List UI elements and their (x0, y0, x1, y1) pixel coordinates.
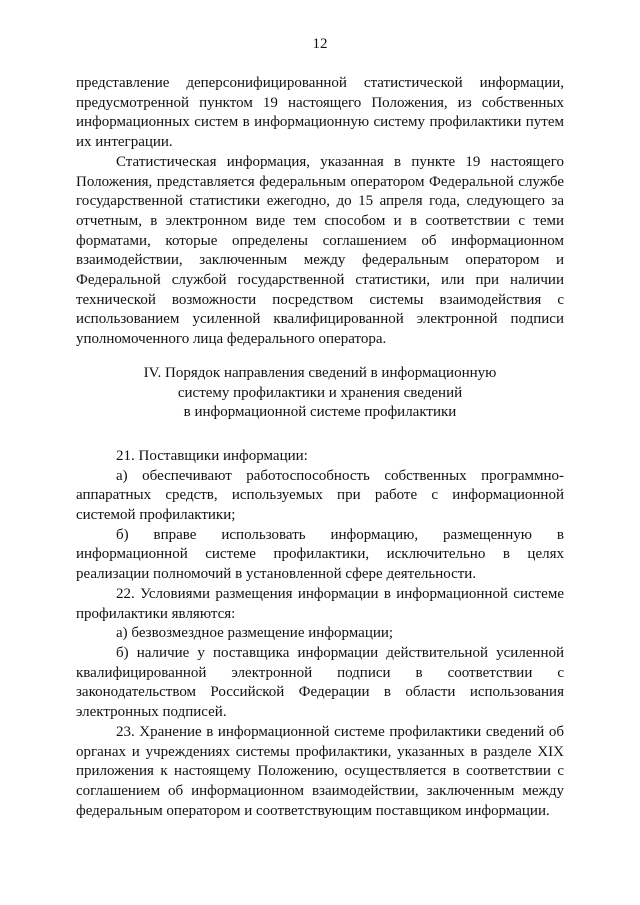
clause-22-a: а) безвозмездное размещение информации; (116, 625, 394, 642)
clause-21-a: а) обеспечивают работоспособность собственных программно-аппаратных средств, используемых при работе с информационной системой профилактики; (76, 467, 564, 524)
document-body (76, 74, 564, 821)
clause-22-b: б) наличие у поставщика информации действительной усиленной квалифицированной электронной подписи в соответствии с законодательством Российской Федерации в области использования электронных подписей. (76, 644, 564, 721)
paragraph-statistical-information: Статистическая информация, указанная в пункте 19 настоящего Положения, представляется федеральным оператором Федеральной службе государственной статистики ежегодно, до 15 апреля года, следующего за отчетным, в электронном виде тем способом и в соответствии с теми форматами, которые определены соглашением об информационном взаимодействии, заключенным между федеральным оператором и Федеральной службой государственной статистики, или при наличии технической возможности посредством системы взаимодействия с использованием усиленной квалифицированной электронной подписи уполномоченного лица федерального оператора. (76, 153, 564, 348)
section-heading-line: в информационной системе профилактики (183, 404, 457, 421)
clause-21-b: б) вправе использовать информацию, размещенную в информационной системе профилактики, исключительно в целях реализации полномочий в установленной сфере деятельности. (76, 526, 564, 583)
section-heading-line: IV. Порядок направления сведений в информационную (143, 364, 497, 381)
paragraph-continuation: представление деперсонифицированной статистической информации, предусмотренной пунктом 19 настоящего Положения, из собственных информационных систем в информационную систему профилактики путем их интеграции. (76, 75, 564, 151)
page-number: 12 (312, 36, 328, 52)
clause-21: 21. Поставщики информации: (116, 447, 308, 464)
clause-22: 22. Условиями размещения информации в информационной системе профилактики являются: (76, 585, 564, 622)
section-heading-line: систему профилактики и хранения сведений (177, 384, 463, 401)
clause-23: 23. Хранение в информационной системе профилактики сведений об органах и учреждениях системы профилактики, указанных в разделе XIX приложения к настоящему Положению, осуществляется в соответствии с соглашением об информационном взаимодействии, заключенным между федеральным оператором и соответствующим поставщиком информации. (76, 723, 564, 819)
section-heading (76, 364, 564, 423)
